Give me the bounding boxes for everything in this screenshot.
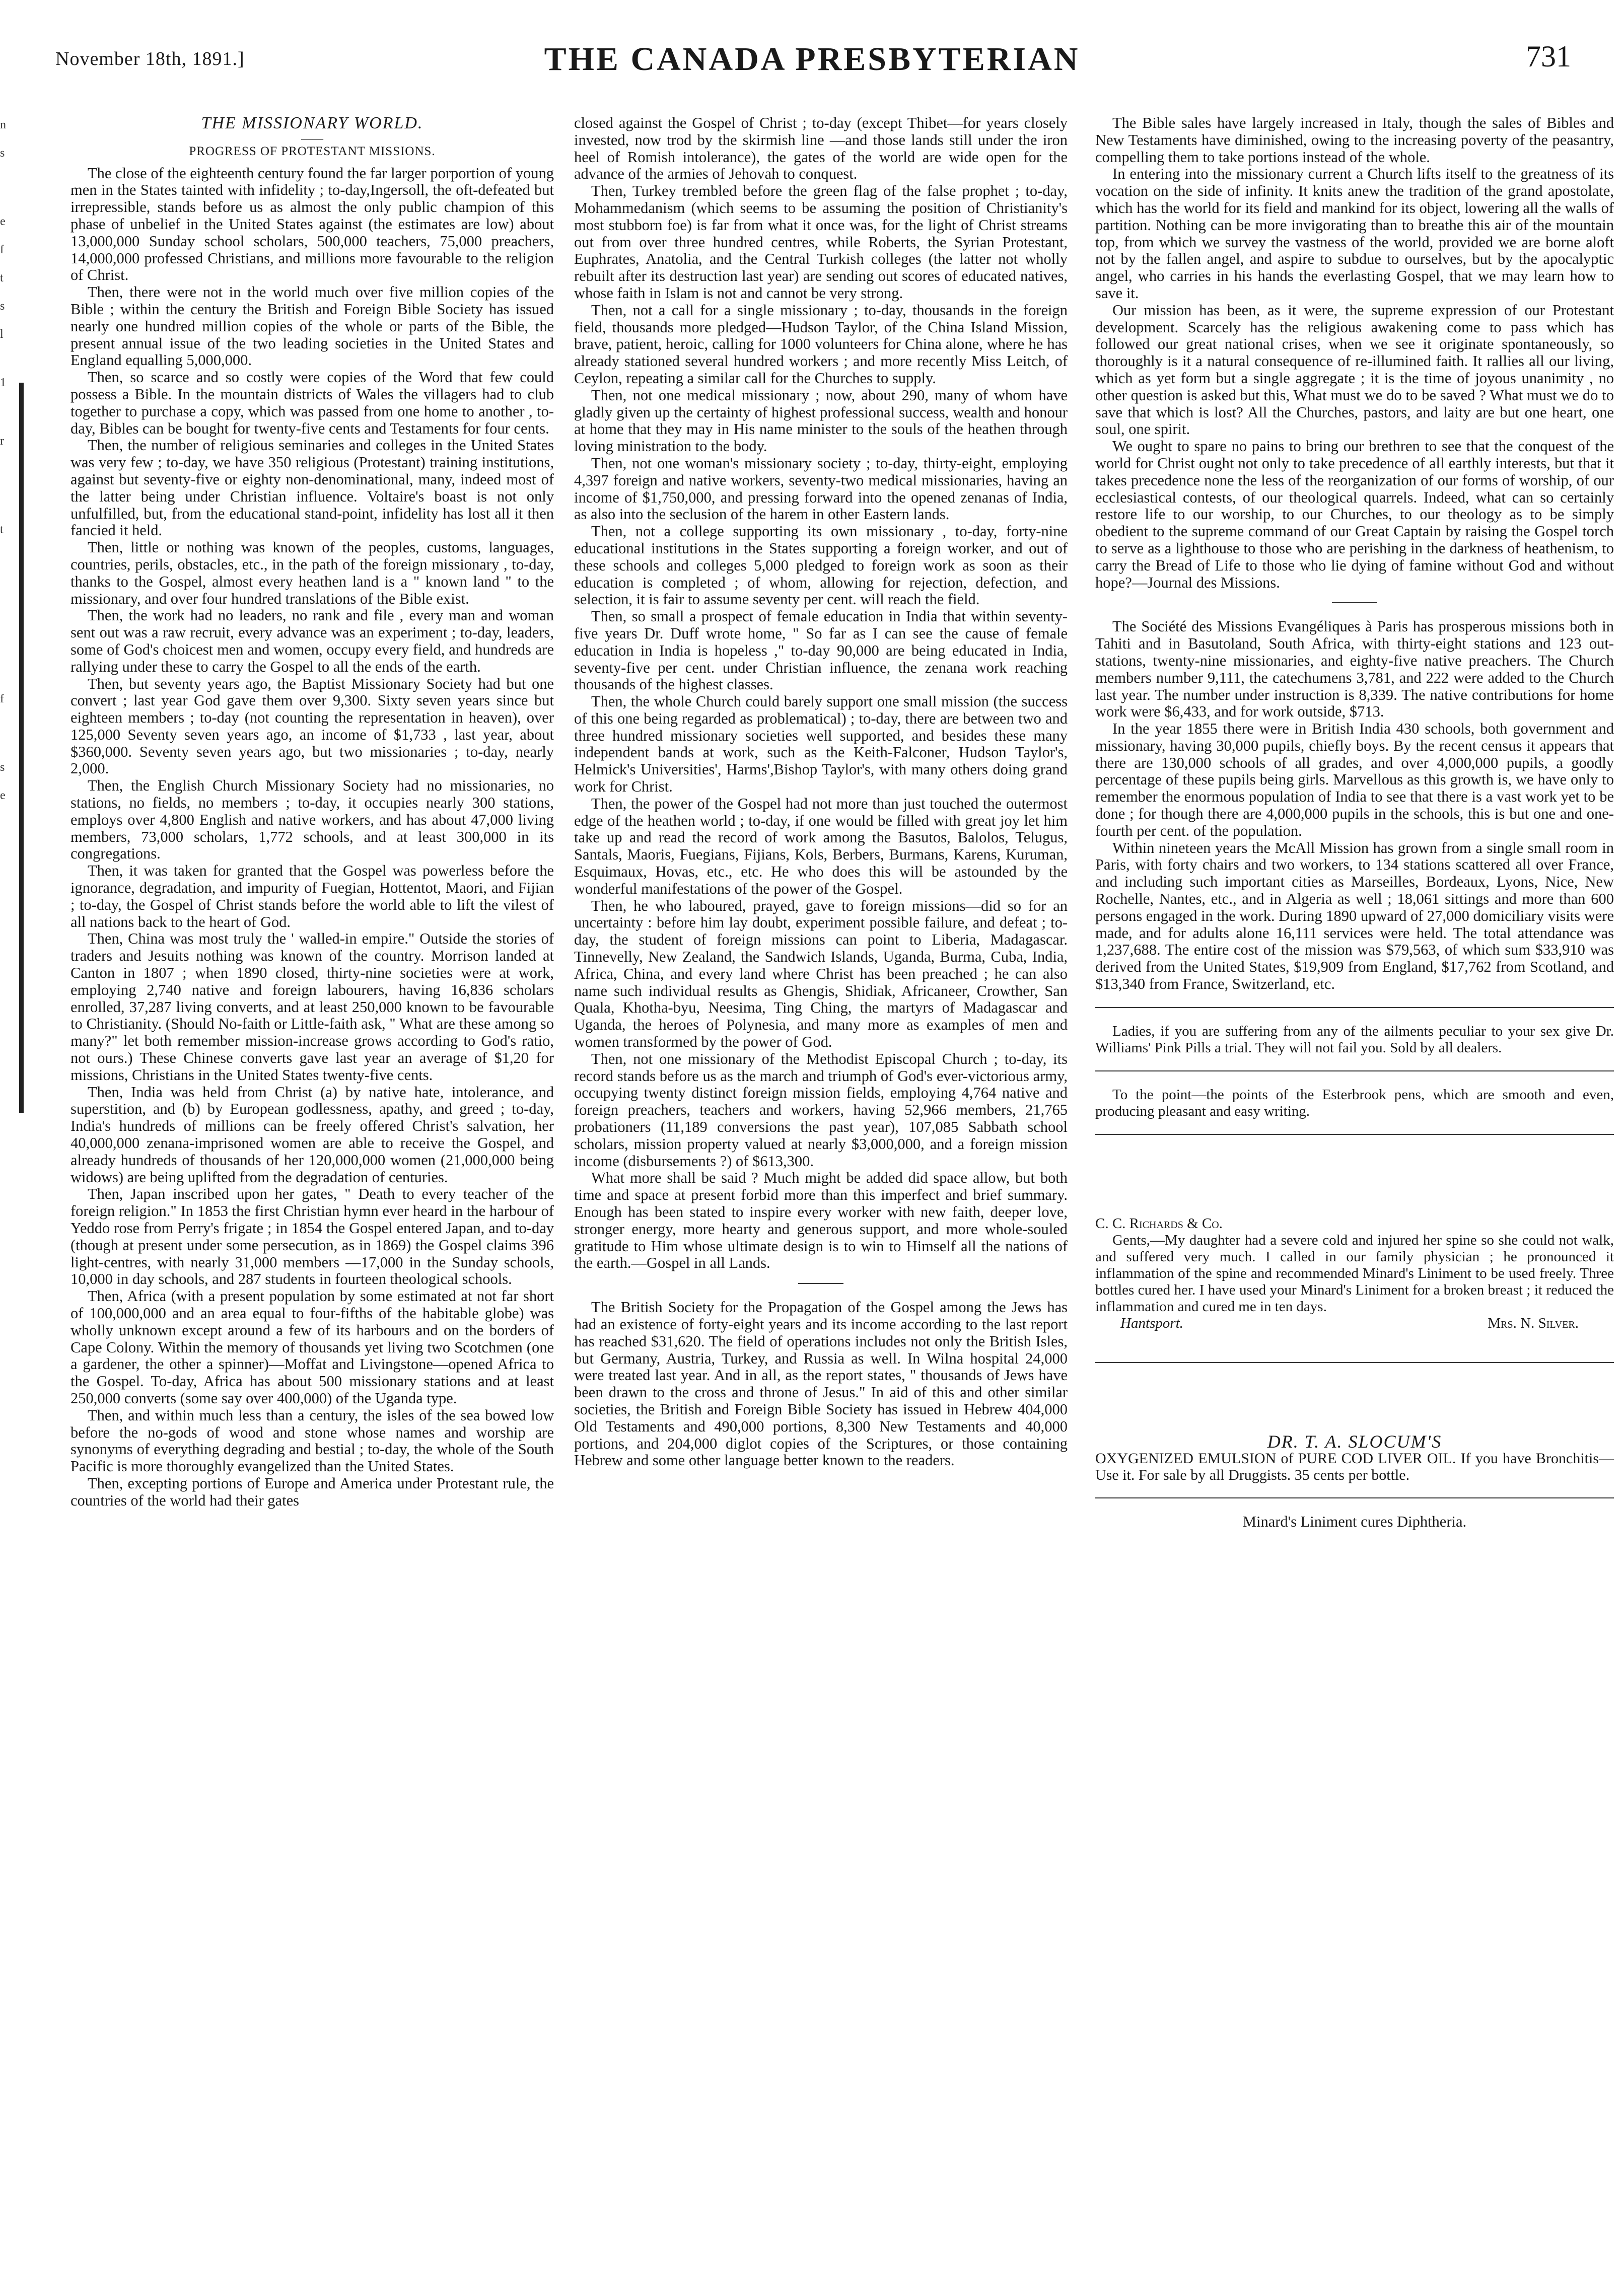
article-paragraph: Then, not one medical missionary ; now, about 290, many of whom have gladly given up the certainty of highest professional success, wealth and honour at home that they may in His name minister to the souls of the heathen through loving ministration to the body. xyxy=(574,386,1068,455)
article-paragraph: Then, India was held from Christ (a) by native hate, intolerance, and superstition, and (b) by European godlessness, apathy, and greed ; to-day, India's hundreds of millions can be freely offered Christ's salvation, her 40,000,000 zenana-imprisoned women are able to receive the Gospel, and already hundreds of thousands of her 120,000,000 women (21,000,000 being widows) are being uplifted from the degradation of centuries. xyxy=(70,1083,554,1186)
slocum-advert xyxy=(1095,1433,1614,1483)
slocum-body: OXYGENIZED EMULSION of PURE COD LIVER OIL. If you have Bronchitis—Use it. For sale by all Druggists. 35 cents per bottle. xyxy=(1095,1450,1614,1483)
article-paragraph: closed against the Gospel of Christ ; to-day (except Thibet—for years closely invested, now trod by the skirmish line —and those lands still under the iron heel of Romish intolerance), the gates of the world are wide open for the advance of the armies of Jehovah to conquest. xyxy=(574,114,1068,183)
article-paragraph: Then, and within much less than a century, the isles of the sea bowed low before the no-gods of wood and stone whose names and worship are synonyms of everything degrading and bestial ; to-day, the whole of the South Pacific is more thoroughly evangelized than the United States. xyxy=(70,1406,554,1475)
article-paragraph: Then, not a college supporting its own missionary , to-day, forty-nine educational institutions in the States supporting a foreign worker, and out of these schools and colleges 5,000 pledged to foreign work as soon as their education is completed ; of whom, allowing for rejection, defection, and selection, it is fair to assume seventy per cent. will reach the field. xyxy=(574,523,1068,608)
testimonial-place: Hantsport. xyxy=(1120,1315,1183,1331)
title-dash: —— xyxy=(301,131,323,145)
article-paragraph: Then, the number of religious seminaries and colleges in the United States was very few ; to-day, we have 350 religious (Protestant) training institutions, against but seventy-five or eighty non-denominational, many, indeed most of the latter being under Christian influence. Voltaire's boast is not only unfulfilled, but, from the educational stand-point, infidelity has lost all it then fancied it held. xyxy=(70,437,554,539)
margin-letter: e xyxy=(0,215,6,228)
advert-divider xyxy=(1095,1134,1614,1135)
article-paragraph: Then, little or nothing was known of the peoples, customs, languages, countries, perils, obstacles, etc., in the path of the foreign missionary , to-day, thanks to the Gospel, almost every heathen land is a " known land " to the missionary, and over four hundred translations of the Bible exist. xyxy=(70,539,554,607)
slocum-title: DR. T. A. SLOCUM'S xyxy=(1267,1431,1442,1452)
pink-pills-advert xyxy=(1095,1023,1614,1056)
margin-letter: n xyxy=(0,118,6,131)
section-title: THE MISSIONARY WORLD. xyxy=(201,114,423,132)
minard-diphtheria-line: Minard's Liniment cures Diphtheria. xyxy=(1242,1513,1467,1530)
page-header xyxy=(0,0,1624,106)
article-paragraph: Then, excepting portions of Europe and America under Protestant rule, the countries of the world had their gates xyxy=(70,1474,554,1509)
mcall-mission-paragraph: Within nineteen years the McAll Mission has grown from a single small room in Paris, with forty chairs and two workers, to 134 stations scattered all over France, and including such important cities as Marseilles, Bordeaux, Lyons, Nice, New Rochelle, Nantes, etc., and in Algeria as well ; 18,061 sittings and more than 600 persons engaged in the work. During 1890 upward of 27,000 domiciliary visits were made, and for adults alone 16,111 services were held. The total attendance was 1,237,688. The entire cost of the mission was $79,563, of which sum $33,910 was derived from the United States, $19,909 from England, $17,762 from Scotland, and $13,340 from France, Switzerland, etc. xyxy=(1095,839,1614,993)
advert-divider xyxy=(1095,1007,1614,1008)
margin-letter: f xyxy=(0,692,4,705)
section-subtitle: PROGRESS OF PROTESTANT MISSIONS. xyxy=(189,144,436,158)
column-2 xyxy=(574,115,1068,1469)
article-paragraph: The Bible sales have largely increased in Italy, though the sales of Bibles and New Testaments have diminished, owing to the increasing poverty of the peasantry, compelling them to take portions instead of the whole. xyxy=(1095,114,1614,166)
minards-testimonial-advert xyxy=(1095,1215,1614,1332)
esterbrook-advert xyxy=(1095,1087,1614,1120)
newspaper-title: THE CANADA PRESBYTERIAN xyxy=(544,41,1080,78)
pink-pills-text: Ladies, if you are suffering from any of the ailments peculiar to your sex give Dr. Williams' Pink Pills a trial. They will not fail you. Sold by all dealers. xyxy=(1095,1023,1614,1056)
testimonial-signature-row xyxy=(1095,1315,1614,1332)
india-schools-paragraph: In the year 1855 there were in British India 430 schools, both government and missionary, having 30,000 pupils, chiefly boys. By the recent census it appears that there are 130,000 schools of all grades, and over 4,000,000 pupils, a goodly percentage of these pupils being girls. Marvellous as this growth is, we have only to remember the enormous population of India to see that there is a vast work yet to be done ; for though there are 4,000,000 pupils in the schools, this is but one and one-fourth per cent. of the population. xyxy=(1095,720,1614,839)
article-paragraph: Then, not a call for a single missionary ; to-day, thousands in the foreign field, thousands more pledged—Hudson Taylor, of the China Island Mission, brave, patient, heroic, calling for 1000 volunteers for China alone, where he has already stationed several hundred workers ; and more recently Miss Leitch, of Ceylon, repeating a similar call for the Churches to supply. xyxy=(574,301,1068,387)
esterbrook-text: To the point—the points of the Esterbrook pens, which are smooth and even, producing pleasant and easy writing. xyxy=(1095,1086,1614,1119)
advert-divider xyxy=(1095,1497,1614,1498)
advert-divider xyxy=(1095,1070,1614,1071)
column-3 xyxy=(1095,115,1614,1531)
margin-letter: t xyxy=(0,271,4,284)
testimonial-signature: Mrs. N. Silver. xyxy=(1488,1315,1579,1331)
article-paragraph: Then, so scarce and so costly were copies of the Word that few could possess a Bible. In the mountain districts of Wales the villagers had to club together to purchase a copy, which was passed from one home to another , to-day, Bibles can be bought for twenty-five cents and Testaments for four cents. xyxy=(70,369,554,437)
article-paragraph: Then, Turkey trembled before the green flag of the false prophet ; to-day, Mohammedanism (which seems to be assuming the position of Christianity's most stubborn foe) is far from what it once was, for the light of Christ streams out from over three hundred centres, while Roberts, the Syrian Protestant, Euphrates, Anatolia, and the Central Turkish colleges (the latter not wholly rebuilt after its destruction last year) are sending out scores of educated natives, whose faith in Islam is not and cannot be very strong. xyxy=(574,182,1068,302)
article-paragraph: Then, but seventy years ago, the Baptist Missionary Society had but one convert ; last year God gave them over 9,300. Sixty seven years since but eighteen members ; to-day (not counting the representation in heaven), over 125,000 Seventy seven years ago, an income of $1,733 , last year, about $360,000. Seventy seven years ago, but two missionaries ; to-day, nearly 2,000. xyxy=(70,675,554,777)
testimonial-body: Gents,—My daughter had a severe cold and injured her spine so she could not walk, and suffered very much. I called in our family physician ; he pronounced it inflammation of the spine and recommended Minard's Liniment to be used freely. Three bottles cured her. I have used your Minard's Liniment for a broken breast ; it reduced the inflammation and cured me in ten days. xyxy=(1095,1232,1614,1315)
issue-date: November 18th, 1891.] xyxy=(55,48,245,69)
section-divider xyxy=(1332,602,1377,603)
article-paragraph: The close of the eighteenth century found the far larger porportion of young men in the States tainted with infidelity ; to-day,Ingersoll, the oft-defeated but irrepressible, stands before us as almost the only public champion of this phase of unbelief in the United States against (the estimates are low) about 13,000,000 Sunday school scholars, 500,000 teachers, 75,000 preachers, 14,000,000 professed Christians, and millions more favourable to the religion of Christ. xyxy=(70,164,554,284)
article-paragraph: What more shall be said ? Much might be added did space allow, but both time and space at present forbid more than this imperfect and brief summary. Enough has been stated to inspire every worker with new faith, deeper love, stronger energy, more hearty and generous support, and more whole-souled gratitude to Him whose ultimate design is to win to Himself all the nations of the earth.—Gospel in all Lands. xyxy=(574,1169,1068,1272)
article-paragraph: Then, it was taken for granted that the Gospel was powerless before the ignorance, degradation, and impurity of Fuegian, Hottentot, Maori, and Fijian ; to-day, the Gospel of Christ stands before the world able to lift the vilest of all nations back to the heart of God. xyxy=(70,862,554,930)
margin-letter: l xyxy=(0,328,4,341)
article-paragraph: Then, not one woman's missionary society ; to-day, thirty-eight, employing 4,397 foreign and native workers, seventy-two medical missionaries, having an income of $1,750,000, and pressing forward into the opened zenanas of India, as also into the seclusion of the harem in other Eastern lands. xyxy=(574,454,1068,523)
article-paragraph: Then, the whole Church could barely support one small mission (the success of this one being regarded as problematical) ; to-day, there are between two and three hundred missionary societies well supported, and besides these many independent bands at work, such as the Keith-Falconer, Hudson Taylor's, Helmick's Universities', Harms',Bishop Taylor's, with many others doing grand work for Christ. xyxy=(574,693,1068,796)
article-paragraph: In entering into the missionary current a Church lifts itself to the greatness of its vocation on the side of infinity. It knits anew the tradition of the grand apostolate, which has the world for its field and mankind for its object, lowering all the walls of partition. Nothing can be more invigorating than to breathe this air of the mountain top, from which we survey the vastness of the world, provided we are borne aloft not by the fallen angel, and aspire to subdue to ourselves, but by the apocalyptic angel, who carries in his hands the everlasting Gospel, that we may learn how to save it. xyxy=(1095,165,1614,302)
article-paragraph: Then, so small a prospect of female education in India that within seventy-five years Dr. Duff wrote home, " So far as I can see the cause of female education in India is hopeless ," to-day 90,000 are being educated in India, seventy-five per cent. under Christian influence, the zenana work reaching thousands of the highest classes. xyxy=(574,608,1068,693)
article-paragraph: We ought to spare no pains to bring our brethren to see that the conquest of the world for Christ ought not only to take precedence of all earthly interests, but that it takes precedence none the less of the reorganization of our forms of worship, of our ecclesiastical contests, of our theological quarrels. Indeed, what can so certainly restore life to our worship, to our Churches, to our theology as to be simply obedient to the supreme command of our Great Captain by raising the Gospel torch to serve as a lighthouse to those who are perishing in the darkness of heathenism, to carry the Bread of Life to those who lie dying of famine without God and without hope?—Journal des Missions. xyxy=(1095,438,1614,591)
margin-letter: s xyxy=(0,147,5,160)
margin-letter: f xyxy=(0,243,4,256)
margin-letter: s xyxy=(0,300,5,313)
advert-divider xyxy=(1095,1362,1614,1363)
societe-paragraph: The Société des Missions Evangéliques à Paris has prosperous missions both in Tahiti and in Basutoland, South Africa, with thirty-eight stations and 123 out-stations, twenty-nine missionaries, and eighty-five native preachers. The Church members number 9,111, the catechumens 3,781, and 222 were added to the Church last year. The number under instruction is 8,339. The native contributions for home work were $6,433, and for work outside, $713. xyxy=(1095,618,1614,721)
section-divider xyxy=(798,1283,843,1284)
british-society-paragraph: The British Society for the Propagation of the Gospel among the Jews has had an existence of forty-eight years and its income according to the last report has reached $31,620. The field of operations includes not only the British Isles, but Germany, Austria, Turkey, and Russia as well. In Wilna hospital 24,000 were treated last year. And in all, as the report states, " thousands of Jews have been drawn to the cross and throne of Jesus." In aid of this and other similar societies, the British and Foreign Bible Society has issued in Hebrew 404,000 Old Testaments and 490,000 portions, 8,300 New Testaments and 40,000 portions, and 204,000 diglot copies of the Scriptures, or those containing Hebrew and some other language better known to the readers. xyxy=(574,1299,1068,1469)
binding-edge-bar xyxy=(19,383,24,1113)
margin-letter: t xyxy=(0,523,4,536)
margin-letter: e xyxy=(0,789,6,802)
margin-letter: 1 xyxy=(0,376,6,389)
article-paragraph: Then, Japan inscribed upon her gates, " Death to every teacher of the foreign religion." In 1853 the first Christian hymn ever heard in the harbour of Yeddo rose from Perry's frigate ; in 1854 the Gospel entered Japan, and to-day (though at present under some persecution, as in 1869) the Gospel claims 396 light-centres, with nearly 31,000 members —17,000 in the Sunday schools, 10,000 in day schools, and 287 students in fourteen theological schools. xyxy=(70,1185,554,1288)
article-paragraph: Then, the power of the Gospel had not more than just touched the outermost edge of the heathen world ; to-day, if one would be filled with great joy let him take up and read the record of work among the Basutos, Balolos, Telugus, Santals, Maoris, Fuegians, Fijians, Kols, Berbers, Burmans, Karens, Kuruman, Esquimaux, Hovas, etc., etc. He who does this will be astounded by the wonderful manifestations of the power of the Gospel. xyxy=(574,795,1068,897)
article-paragraph: Our mission has been, as it were, the supreme expression of our Protestant development. Scarcely has the religious awakening come to pass which has followed our great national crises, when we see it originate spontaneously, so thoroughly is it a natural consequence of re-illumined faith. It rallies all our living, which as yet form but a single aggregate ; it is the time of joyous unanimity , no other question is asked but this, What must we do to be saved ? What must we do to save that which is lost? All the Churches, pastors, and laity are but one heart, one soul, one spirit. xyxy=(1095,301,1614,438)
article-paragraph: Then, the English Church Missionary Society had no missionaries, no stations, no fields, no members ; to-day, it occupies nearly 300 stations, employs over 4,800 English and native workers, and has about 47,000 living members, 73,000 scholars, 1,772 schools, and at least 300,000 in its congregations. xyxy=(70,777,554,863)
margin-letter: r xyxy=(0,435,4,448)
margin-letter: s xyxy=(0,761,5,774)
column-1 xyxy=(70,115,554,1510)
article-paragraph: Then, the work had no leaders, no rank and file , every man and woman sent out was a raw recruit, every advance was an experiment ; to-day, leaders, some of God's choicest men and women, occupy every field, and hundreds are rallying under these to carry the Gospel to all the ends of the earth. xyxy=(70,607,554,675)
article-paragraph: Then, there were not in the world much over five million copies of the Bible ; within the century the British and Foreign Bible Society has issued nearly one hundred million copies of the whole or parts of the Bible, the present annual issue of the two leading societies in the United States and England equalling 5,000,000. xyxy=(70,283,554,369)
article-paragraph: Then, China was most truly the ' walled-in empire." Outside the stories of traders and Jesuits nothing was known of the country. Morrison landed at Canton in 1807 ; when 1890 closed, thirty-nine societies were at work, employing 2,740 native and foreign labourers, having 16,836 scholars enrolled, 37,287 living converts, and at least 250,000 known to be favourable to Christianity. (Should No-faith or Little-faith ask, " What are these among so many?" let both remember mission-increase grows according to God's ratio, not ours.) These Chinese converts gave last year an average of $1,20 for missions, Christians in the United States twenty-five cents. xyxy=(70,930,554,1084)
article-paragraph: Then, not one missionary of the Methodist Episcopal Church ; to-day, its record stands before us as the march and triumph of God's ever-victorious army, occupying twenty distinct foreign mission fields, employing 4,764 native and foreign preachers, teachers and workers, having 52,966 members, 21,765 probationers (11,189 conversions the past year), 107,085 Sabbath school scholars, mission property valued at nearly $3,000,000, and a foreign mission income (disbursements ?) of $613,300. xyxy=(574,1050,1068,1170)
left-margin-fragments xyxy=(0,111,15,810)
advertiser-name: C. C. Richards & Co. xyxy=(1095,1215,1223,1232)
article-paragraph: Then, he who laboured, prayed, gave to foreign missions—did so for an uncertainty : before him lay doubt, experiment possible failure, and defeat ; to-day, the student of foreign missions can point to Liberia, Madagascar. Tinnevelly, New Zealand, the Sandwich Islands, Uganda, Burma, Cuba, India, Africa, China, and every land where Christ has been preached ; he can also name such individual results as Ghengis, Shidiak, Africaneer, Crowther, San Quala, Khotha-byu, Neesima, Ting Ching, the martyrs of Madagascar and Uganda, the heroes of Polynesia, and many more as examples of men and women transformed by the power of God. xyxy=(574,897,1068,1051)
article-paragraph: Then, Africa (with a present population by some estimated at not far short of 100,000,000 and an area equal to four-fifths of the habitable globe) was wholly unknown except around a few of its harbours and on the borders of Cape Colony. Within the memory of thousands yet living two Scotchmen (one a gardener, the other a spinner)—Moffat and Livingstone—opened Africa to the Gospel. To-day, Africa has about 500 missionary stations and at least 250,000 converts (some say over 400,000) of the Uganda type. xyxy=(70,1287,554,1407)
page-number: 731 xyxy=(1526,40,1571,73)
